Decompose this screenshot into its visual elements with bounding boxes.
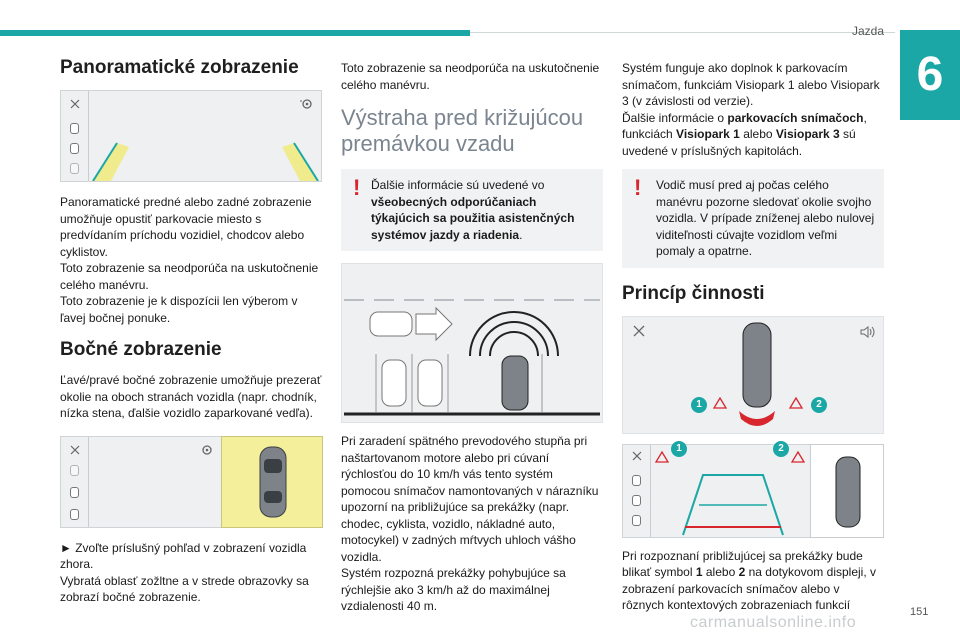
notice-text-a: Ďalšie informácie sú uvedené vo — [371, 178, 545, 192]
settings-icon — [199, 443, 213, 457]
section-title: Jazda — [852, 24, 885, 38]
info-notice — [341, 169, 603, 251]
top-view-panel — [221, 436, 323, 528]
right-alert-icon — [789, 397, 803, 409]
car-top-view — [833, 455, 863, 529]
panoramic-paragraph-1: Panoramatické predné alebo zadné zobrazenie umožňuje opustiť parkovacie miesto s predvídaním príchodu vozidiel, chodcov alebo cyklistov. — [60, 195, 312, 259]
sound-icon — [859, 325, 875, 339]
text-bold-visiopark-3: Visiopark 3 — [775, 127, 840, 141]
parking-sensors-screen — [622, 316, 884, 434]
car-rear-icon — [70, 143, 79, 154]
text-bold-visiopark-1: Visiopark 1 — [676, 127, 740, 141]
rear-cross-traffic-illustration — [341, 263, 603, 423]
car-side-icon — [632, 515, 641, 526]
close-icon — [632, 451, 642, 461]
watermark: carmanualsonline.info — [690, 614, 857, 631]
car-rear-icon — [70, 487, 79, 498]
left-alert-icon — [655, 451, 669, 463]
left-alert-icon — [713, 397, 727, 409]
heading-panoramic-view: Panoramatické zobrazenie — [60, 57, 299, 78]
text-segment: alebo — [739, 127, 776, 141]
screen-side-menu — [623, 445, 651, 537]
car-side-icon — [70, 509, 79, 520]
principle-paragraph — [622, 548, 884, 614]
panoramic-guide-lines — [89, 91, 322, 181]
page-number: 151 — [910, 606, 929, 618]
heading-operating-principle: Princíp činnosti — [622, 282, 765, 304]
text-segment: , funkciách — [622, 110, 867, 141]
text-bold-parking-sensors: parkovacích snímačoch — [727, 110, 864, 125]
driver-warning-notice — [622, 169, 884, 268]
system-paragraph-1: Systém funguje ako doplnok k parkovacím snímačom, funkciám Visiopark 1 alebo Visiopark 3 (v závislosti od verzie). — [622, 61, 880, 108]
chapter-number: 6 — [900, 30, 960, 120]
right-alert-icon — [791, 451, 805, 463]
rcta-paragraph-1: Pri zaradení spätného prevodového stupňa pri naštartovanom motore alebo pri cúvaní rýchlosťou do 10 km/h vás tento systém pomocou snímačov namontovaných v nárazníku upozorní na približujúce sa prekážky (napr. chodec, cyklista, vozidlo, nákladné auto, motocykel) v zadných mŕtvych uhloch vášho vozidla. — [341, 434, 599, 564]
warning-icon: ! — [353, 175, 361, 200]
top-view-panel — [810, 444, 884, 538]
driver-warning-text: Vodič musí pred aj počas celého manévru pozorne sledovať okolie svojho vozidla. V prípade zníženej alebo nulovej viditeľnosti cúvajte vozidlom veľmi pomaly a opatrne. — [656, 178, 875, 258]
column-1 — [60, 50, 322, 606]
text-bold-1: 1 — [695, 565, 703, 579]
top-divider — [470, 32, 895, 33]
side-view-screen — [60, 436, 322, 528]
parking-scene — [342, 264, 602, 422]
car-rear-icon — [632, 495, 641, 506]
screen-side-menu — [61, 91, 89, 181]
text-segment: na dotykovom displeji, v zobrazení parkovacích snímačov alebo v rôznych kontextových zobrazeniach funkcií — [622, 565, 876, 612]
note-not-recommended: Toto zobrazenie sa neodporúča na uskutočnenie celého manévru. — [341, 61, 600, 92]
side-view-paragraph: Ľavé/pravé bočné zobrazenie umožňuje prezerať okolie na oboch stranách vozidla (napr. chodník, nízka stena, ďalšie vozidlo zaparkované vedľa). — [60, 373, 322, 420]
column-2 — [341, 50, 603, 615]
text-segment: sú uvedené v príslušných kapitolách. — [622, 127, 856, 158]
symbol-1-badge: 1 — [671, 441, 687, 457]
symbol-1-badge: 1 — [691, 397, 707, 413]
close-icon — [70, 445, 80, 455]
car-top-view — [254, 445, 292, 519]
notice-text-end: . — [519, 227, 523, 242]
close-icon — [633, 325, 645, 337]
car-side-icon — [70, 163, 79, 174]
text-bold-2: 2 — [738, 565, 746, 579]
visiopark-screen — [622, 444, 884, 538]
panoramic-paragraph-2: Toto zobrazenie sa neodporúča na uskutočnenie celého manévru. — [60, 261, 319, 292]
side-view-step: ► Zvoľte príslušný pohľad v zobrazení vozidla zhora. — [60, 540, 307, 571]
text-segment: Ďalšie informácie o — [622, 110, 728, 125]
rcta-paragraph-2: Systém rozpozná prekážky pohybujúce sa rýchlejšie ako 3 km/h až do maximálnej vzdialenosti 40 m. — [341, 566, 566, 613]
panoramic-view-screen — [60, 90, 322, 182]
symbol-2-badge: 2 — [773, 441, 789, 457]
car-front-icon — [70, 123, 79, 134]
close-icon — [70, 99, 80, 109]
column-3 — [622, 50, 884, 614]
heading-rear-cross-traffic: Výstraha pred križujúcou premávkou vzadu — [341, 105, 584, 156]
text-segment: Pri rozpoznaní približujúcej sa prekážky bude blikať symbol — [622, 548, 863, 579]
rear-camera-guidelines — [663, 465, 803, 537]
panoramic-paragraph-3: Toto zobrazenie je k dispozícii len výberom v ľavej bočnej ponuke. — [60, 294, 298, 325]
car-with-sensor-zones — [735, 319, 779, 433]
warning-icon: ! — [634, 175, 642, 200]
car-front-icon — [70, 465, 79, 476]
text-segment: alebo — [702, 565, 739, 579]
side-view-result: Vybratá oblasť zožltne a v strede obrazovky sa zobrazí bočné zobrazenie. — [60, 573, 309, 604]
car-front-icon — [632, 475, 641, 486]
heading-side-view: Bočné zobrazenie — [60, 339, 222, 360]
system-paragraph-2 — [622, 110, 884, 160]
symbol-2-badge: 2 — [811, 397, 827, 413]
top-accent-bar — [0, 30, 470, 36]
notice-text-bold: všeobecných odporúčaniach týkajúcich sa použitia asistenčných systémov jazdy a riadenia — [371, 194, 575, 242]
screen-side-menu — [61, 437, 89, 527]
